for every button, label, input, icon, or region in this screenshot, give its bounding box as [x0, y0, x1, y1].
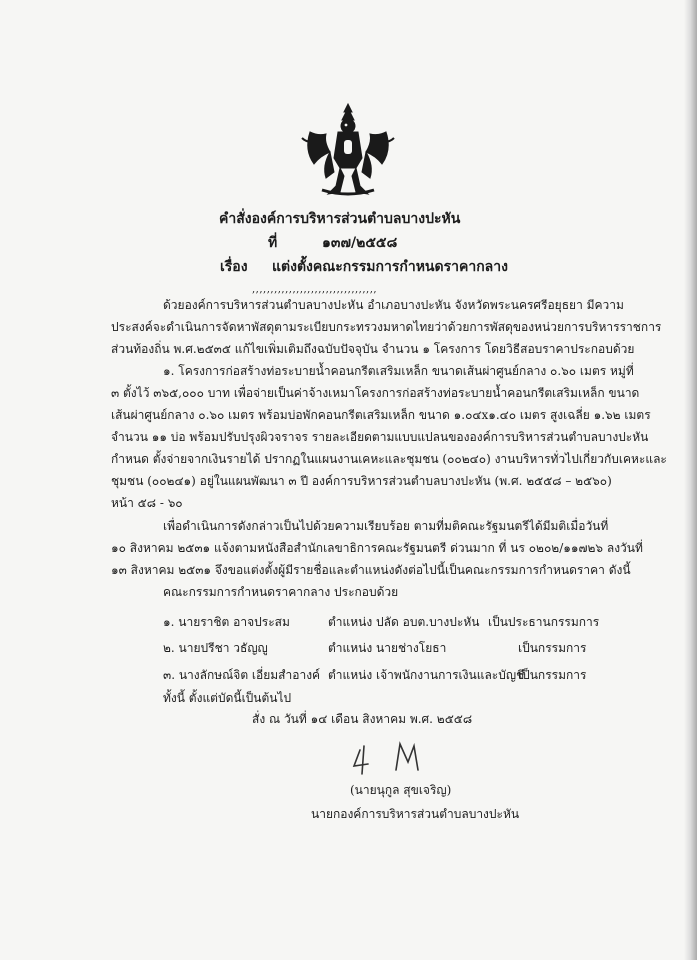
order-number: ๑๓๗/๒๕๕๘ [322, 235, 398, 251]
para2-line: ๑๐ สิงหาคม ๒๕๓๑ แจ้งตามหนังสือสำนักเลขาธิการคณะรัฐมนตรี ด่วนมาก ที่ นร ๐๒๐๒/๑๑๗๒๖ ลงวันที่ [111, 541, 643, 555]
item1-line: ๓ ตั้งไว้ ๓๖๕,๐๐๐ บาท เพื่อจ่ายเป็นค่าจ้างเหมาโครงการก่อสร้างท่อระบายน้ำคอนกรีตเสริมเหล็ก ขนาด [111, 386, 640, 400]
member-name: ๓. นางลักษณ์จิต เอี่ยมสำอางค์ [163, 668, 321, 682]
title-divider: ,,,,,,,,,,,,,,,,,,,,,,,,,,,,,,,,,, [252, 284, 378, 295]
member-role: เป็นกรรมการ [518, 668, 587, 682]
item1-line: ๑. โครงการก่อสร้างท่อระบายน้ำคอนกรีตเสริมเหล็ก ขนาดเส้นผ่าศูนย์กลาง ๐.๖๐ เมตร หมู่ที่ [163, 364, 634, 378]
para1-line: ประสงค์จะดำเนินการจัดหาพัสดุตามระเบียบกระทรวงมหาดไทยว่าด้วยการพัสดุของหน่วยการบริหารราชการ [111, 320, 662, 334]
effective-statement: ทั้งนี้ ตั้งแต่บัดนี้เป็นต้นไป [163, 691, 292, 705]
signer-name: (นายนุกูล สุขเจริญ) [350, 783, 452, 797]
page-edge-shadow [684, 0, 697, 960]
item1-line: หน้า ๕๘ - ๖๐ [111, 496, 183, 510]
member-name: ๒. นายปรีชา วธัญญู [163, 641, 268, 655]
item1-line: ชุมชน (๐๐๒๔๑) อยู่ในแผนพัฒนา ๓ ปี องค์การบริหารส่วนตำบลบางปะหัน (พ.ศ. ๒๕๕๘ – ๒๕๖๐) [111, 474, 612, 488]
item1-line: เส้นผ่าศูนย์กลาง ๐.๖๐ เมตร พร้อมบ่อพักคอนกรีตเสริมเหล็ก ขนาด ๑.๐๔x๑.๔๐ เมตร สูงเฉลี่ย ๑.๖๒ เมตร [111, 408, 651, 422]
member-role: เป็นประธานกรรมการ [488, 615, 600, 629]
item1-line: กำหนด ตั้งจ่ายจากเงินรายได้ ปรากฏในแผนงานเคหะและชุมชน (๐๐๒๔๐) งานบริหารทั่วไปเกี่ยวกับเคหะและ [111, 452, 667, 466]
member-role: เป็นกรรมการ [518, 641, 587, 655]
para1-line: ด้วยองค์การบริหารส่วนตำบลบางปะหัน อำเภอบางปะหัน จังหวัดพระนครศรีอยุธยา มีความ [163, 298, 624, 312]
subject-title: แต่งตั้งคณะกรรมการกำหนดราคากลาง [272, 259, 508, 275]
member-position: ตำแหน่ง ปลัด อบต.บางปะหัน [328, 615, 480, 629]
member-position: ตำแหน่ง เจ้าพนักงานการเงินและบัญชี [328, 668, 525, 682]
item1-line: จำนวน ๑๑ บ่อ พร้อมปรับปรุงผิวจราจร รายละเอียดตามแบบแปลนขององค์การบริหารส่วนตำบลบางปะหัน [111, 430, 649, 444]
document-title: คำสั่งองค์การบริหารส่วนตำบลบางปะหัน [219, 211, 461, 227]
subject-label: เรื่อง [220, 259, 248, 275]
para2-line: ๑๓ สิงหาคม ๒๕๓๑ จึงขอแต่งตั้งผู้มีรายชื่อและตำแหน่งดังต่อไปนี้เป็นคณะกรรมการกำหนดราคา ดังนี้ [111, 563, 631, 577]
para1-line: ส่วนท้องถิ่น พ.ศ.๒๕๓๕ แก้ไขเพิ่มเติมถึงฉบับปัจจุบัน จำนวน ๑ โครงการ โดยวิธีสอบราคาประกอบด้วย [111, 342, 635, 356]
order-date: สั่ง ณ วันที่ ๑๔ เดือน สิงหาคม พ.ศ. ๒๕๕๘ [252, 712, 473, 726]
para2-line: คณะกรรมการกำหนดราคากลาง ประกอบด้วย [163, 585, 399, 599]
member-position: ตำแหน่ง นายช่างโยธา [328, 641, 447, 655]
member-name: ๑. นายราชิต อาจประสม [163, 615, 290, 629]
para2-line: เพื่อดำเนินการดังกล่าวเป็นไปด้วยความเรียบร้อย ตามที่มติคณะรัฐมนตรีได้มีมติเมื่อวันที่ [163, 519, 609, 533]
signer-title: นายกองค์การบริหารส่วนตำบลบางปะหัน [311, 807, 520, 821]
order-number-label: ที่ [268, 235, 278, 251]
signature [348, 738, 438, 778]
garuda-emblem [300, 102, 396, 200]
